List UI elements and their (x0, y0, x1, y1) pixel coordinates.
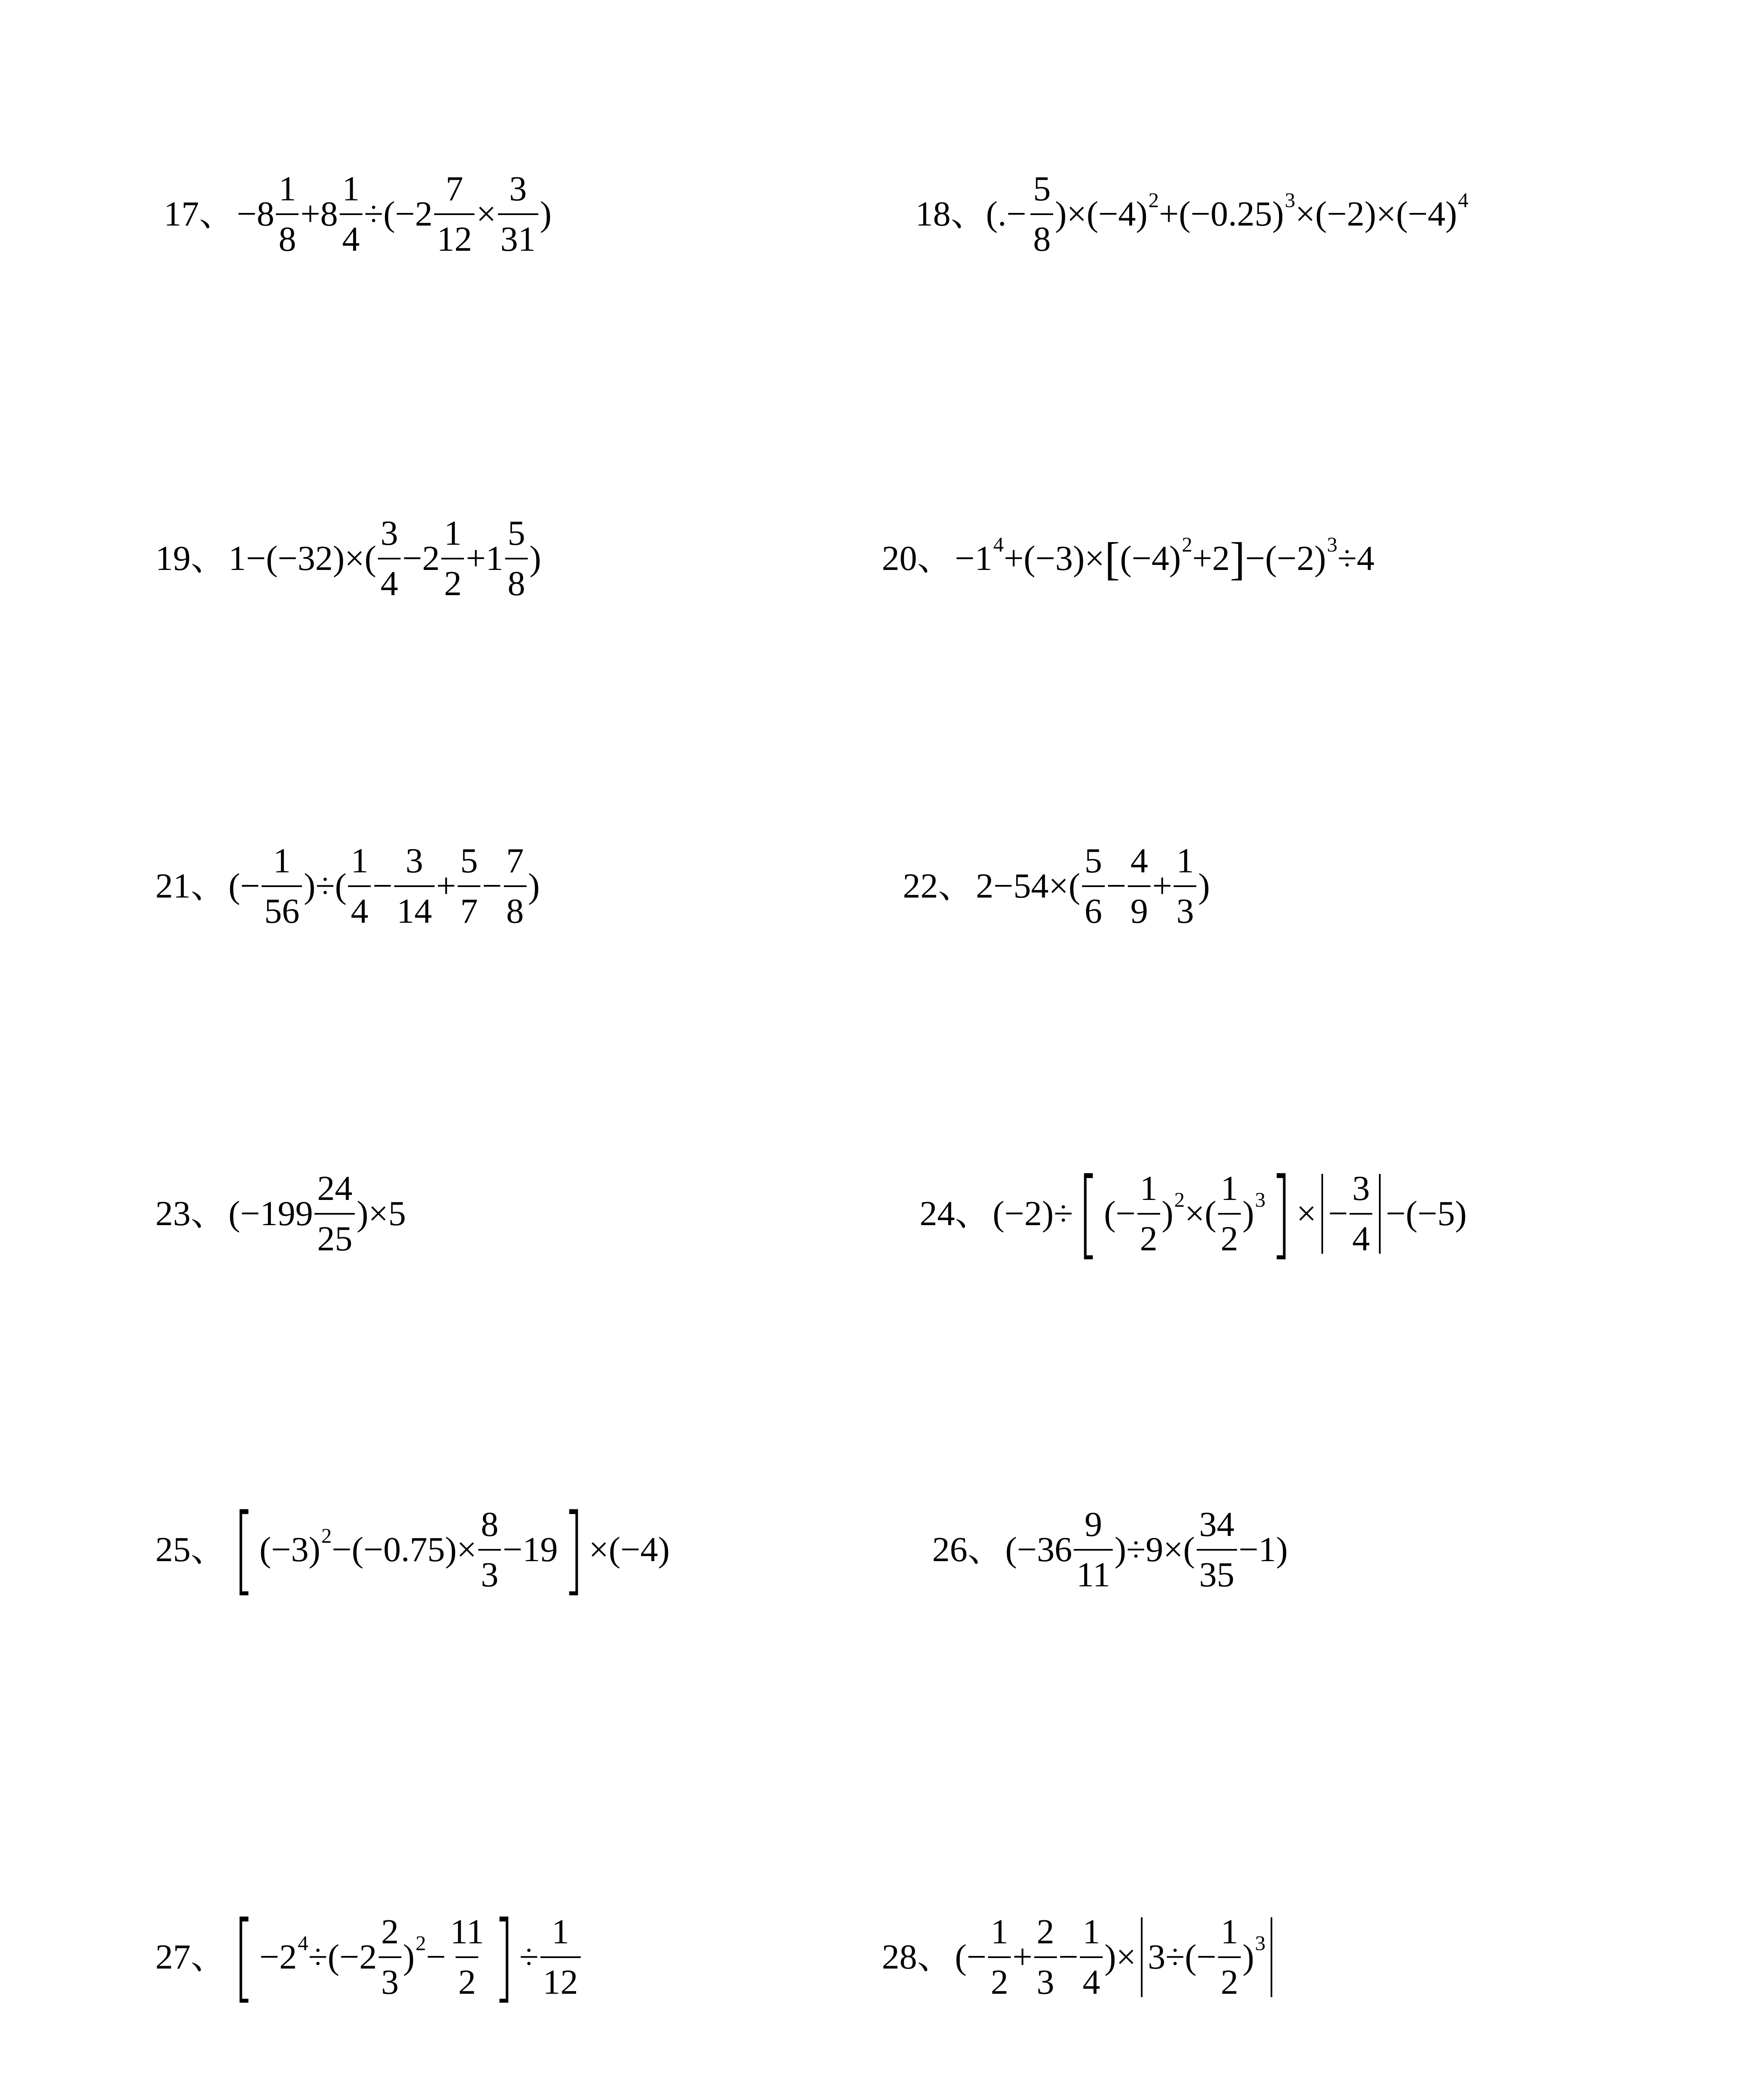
math-text: (−199 (228, 1194, 313, 1233)
denominator: 3 (478, 1549, 501, 1593)
math-text: ) (1242, 1194, 1254, 1233)
numerator: 1 (278, 169, 296, 208)
left-bracket: [ (233, 1494, 254, 1606)
exponent: 2 (415, 1931, 426, 1955)
numerator: 34 (1199, 1504, 1235, 1544)
denominator: 56 (262, 885, 302, 930)
problem-23 (155, 1147, 953, 1281)
math-text: +1 (466, 539, 503, 578)
exponent: 2 (1148, 188, 1159, 212)
denominator: 8 (276, 213, 299, 258)
fraction (540, 1914, 581, 2001)
problem-number: 21、 (155, 866, 226, 906)
numerator: 3 (509, 169, 527, 208)
numerator: 1 (551, 1912, 569, 1951)
math-text: + (1152, 866, 1172, 906)
absolute-value-bar (1141, 1917, 1143, 1997)
problem-22 (903, 819, 1701, 953)
problem-18 (915, 147, 1713, 281)
math-text: ÷(−2 (308, 1937, 377, 1977)
exponent: 3 (1255, 1188, 1266, 1211)
numerator: 11 (450, 1912, 484, 1951)
denominator: 8 (505, 558, 528, 602)
math-text: −8 (237, 194, 275, 234)
numerator: 1 (1220, 1168, 1238, 1208)
math-text: )÷9×( (1114, 1530, 1195, 1569)
fraction (988, 1914, 1011, 2001)
exponent: 2 (1174, 1188, 1185, 1211)
math-text: (− (1104, 1194, 1136, 1233)
denominator: 8 (1030, 213, 1053, 258)
problem-number: 22、 (903, 866, 974, 906)
fraction (394, 843, 435, 930)
math-text: ) (528, 866, 540, 906)
math-text: + (1012, 1937, 1033, 1977)
fraction (1030, 171, 1053, 258)
numerator: 1 (1176, 841, 1194, 880)
math-text: ) (1242, 1937, 1254, 1977)
problem-20 (882, 491, 1680, 626)
absolute-value-bar (1379, 1174, 1381, 1254)
numerator: 2 (381, 1912, 399, 1951)
math-text: − (1106, 866, 1127, 906)
fraction (276, 171, 299, 258)
math-text: ×(−2)×(−4) (1295, 194, 1457, 234)
denominator: 14 (394, 885, 435, 930)
numerator: 5 (507, 513, 525, 553)
math-text: (−3) (259, 1530, 321, 1569)
math-text: (− (228, 866, 260, 906)
math-text: −(−0.75)× (332, 1530, 477, 1569)
fraction (378, 515, 401, 602)
numerator: 1 (342, 169, 360, 208)
math-text: (−2)÷ (993, 1194, 1073, 1233)
fraction (315, 1170, 355, 1257)
problem-26 (932, 1483, 1730, 1617)
math-text: − (372, 866, 393, 906)
math-text: + (436, 866, 456, 906)
denominator: 31 (498, 213, 538, 258)
problem-19 (155, 491, 953, 626)
fraction (348, 843, 371, 930)
problem-21 (155, 819, 953, 953)
fraction (1034, 1914, 1057, 2001)
exponent: 2 (321, 1524, 332, 1547)
math-text: × (1296, 1194, 1316, 1233)
fraction (498, 171, 538, 258)
exponent: 4 (993, 533, 1004, 556)
math-text: +8 (300, 194, 338, 234)
right-bracket: ] (1271, 1158, 1292, 1270)
fraction (1080, 1914, 1103, 2001)
denominator: 12 (434, 213, 474, 258)
problem-number: 24、 (920, 1194, 991, 1233)
absolute-value-bar (1271, 1917, 1272, 1997)
fraction (1074, 1506, 1113, 1593)
fraction (1218, 1170, 1241, 1257)
denominator: 11 (1074, 1549, 1113, 1593)
math-text: −(−2) (1245, 539, 1326, 578)
denominator: 2 (988, 1956, 1011, 2001)
problem-number: 26、 (932, 1530, 1003, 1569)
problem-24 (920, 1147, 1717, 1281)
math-text: (− (955, 1937, 987, 1977)
math-text: +2 (1192, 539, 1230, 578)
denominator: 7 (458, 885, 480, 930)
math-text: ÷4 (1337, 539, 1375, 578)
fraction (458, 843, 480, 930)
math-text: )×5 (356, 1194, 406, 1233)
numerator: 7 (446, 169, 464, 208)
absolute-value-bar (1321, 1174, 1323, 1254)
problem-number: 17、 (164, 194, 235, 234)
problem-number: 28、 (882, 1937, 953, 1977)
numerator: 1 (273, 841, 291, 880)
numerator: 5 (460, 841, 478, 880)
math-text: −2 (259, 1937, 297, 1977)
denominator: 4 (1080, 1956, 1103, 2001)
fraction (1174, 843, 1196, 930)
problem-number: 19、 (155, 539, 226, 578)
fraction (1350, 1170, 1372, 1257)
problem-number: 27、 (155, 1937, 226, 1977)
math-text: 2−54×( (976, 866, 1080, 906)
numerator: 1 (991, 1912, 1009, 1951)
math-text: )×(−4) (1055, 194, 1148, 234)
fraction (478, 1506, 501, 1593)
numerator: 1 (1082, 1912, 1101, 1951)
denominator: 12 (540, 1956, 581, 2001)
math-text: −19 (503, 1530, 558, 1569)
math-text: − (1328, 1194, 1348, 1233)
exponent: 2 (1182, 533, 1193, 556)
problem-28 (882, 1890, 1680, 2024)
math-text: × (476, 194, 496, 234)
problem-25 (155, 1483, 953, 1617)
problem-17 (164, 147, 962, 281)
math-text: ) (403, 1937, 415, 1977)
math-text: ) (1198, 866, 1210, 906)
exponent: 3 (1284, 188, 1295, 212)
denominator: 4 (340, 213, 362, 258)
problem-number: 20、 (882, 539, 953, 578)
denominator: 35 (1197, 1549, 1237, 1593)
problem-number: 18、(.− (915, 194, 1027, 234)
denominator: 2 (1138, 1213, 1160, 1257)
math-text: 3÷(− (1148, 1937, 1216, 1977)
fraction (505, 515, 528, 602)
left-bracket: [ (1078, 1158, 1099, 1270)
math-text: −2 (402, 539, 440, 578)
denominator: 3 (379, 1956, 401, 2001)
fraction (1197, 1506, 1237, 1593)
numerator: 2 (1036, 1912, 1054, 1951)
left-bracket: [ (233, 1901, 254, 2013)
math-text: ×( (1185, 1194, 1216, 1233)
numerator: 1 (351, 841, 369, 880)
problem-number: 25、 (155, 1530, 226, 1569)
math-text: − (426, 1937, 446, 1977)
denominator: 8 (504, 885, 527, 930)
denominator: 2 (1218, 1956, 1241, 2001)
exponent: 3 (1255, 1931, 1266, 1955)
denominator: 25 (315, 1213, 355, 1257)
math-text: (−36 (1005, 1530, 1072, 1569)
denominator: 2 (456, 1956, 478, 2001)
numerator: 24 (317, 1168, 353, 1208)
math-text: − (1058, 1937, 1079, 1977)
denominator: 4 (348, 885, 371, 930)
math-text: (−4) (1120, 539, 1181, 578)
exponent: 4 (298, 1931, 309, 1955)
numerator: 1 (1220, 1912, 1238, 1951)
fraction (1218, 1914, 1241, 2001)
numerator: 5 (1084, 841, 1102, 880)
math-text: −1) (1238, 1530, 1288, 1569)
math-text: −1 (955, 539, 993, 578)
fraction (1082, 843, 1105, 930)
fraction (504, 843, 527, 930)
math-text: ÷ (519, 1937, 539, 1977)
math-text: 1−(−32)×( (228, 539, 377, 578)
numerator: 9 (1084, 1504, 1102, 1544)
math-text: − (482, 866, 502, 906)
fraction (434, 171, 474, 258)
right-bracket: ] (1229, 533, 1245, 584)
math-text: −(−5) (1386, 1194, 1467, 1233)
fraction (448, 1914, 487, 2001)
math-text: ÷(−2 (364, 194, 433, 234)
denominator: 3 (1174, 885, 1196, 930)
denominator: 4 (1350, 1213, 1372, 1257)
numerator: 1 (1140, 1168, 1158, 1208)
math-text: ×(−4) (589, 1530, 670, 1569)
math-text: +(−0.25) (1159, 194, 1284, 234)
fraction (340, 171, 362, 258)
denominator: 2 (441, 558, 464, 602)
right-bracket: ] (493, 1901, 514, 2013)
numerator: 3 (380, 513, 398, 553)
math-text: ) (529, 539, 541, 578)
math-text: ) (540, 194, 552, 234)
denominator: 6 (1082, 885, 1105, 930)
numerator: 5 (1033, 169, 1051, 208)
left-bracket: [ (1104, 533, 1120, 584)
numerator: 8 (481, 1504, 499, 1544)
numerator: 7 (506, 841, 524, 880)
numerator: 3 (1352, 1168, 1370, 1208)
denominator: 4 (378, 558, 401, 602)
denominator: 9 (1128, 885, 1151, 930)
exponent: 3 (1327, 533, 1338, 556)
numerator: 1 (444, 513, 462, 553)
math-text: +(−3)× (1004, 539, 1105, 578)
fraction (379, 1914, 401, 2001)
problem-27 (155, 1890, 953, 2024)
fraction (1138, 1170, 1160, 1257)
math-text: )÷( (304, 866, 347, 906)
numerator: 3 (405, 841, 423, 880)
denominator: 3 (1034, 1956, 1057, 2001)
denominator: 2 (1218, 1213, 1241, 1257)
numerator: 4 (1130, 841, 1148, 880)
problem-number: 23、 (155, 1194, 226, 1233)
math-text: )× (1104, 1937, 1136, 1977)
right-bracket: ] (563, 1494, 584, 1606)
fraction (441, 515, 464, 602)
math-text: ) (1161, 1194, 1174, 1233)
exponent: 4 (1458, 188, 1469, 212)
fraction (262, 843, 302, 930)
fraction (1128, 843, 1151, 930)
